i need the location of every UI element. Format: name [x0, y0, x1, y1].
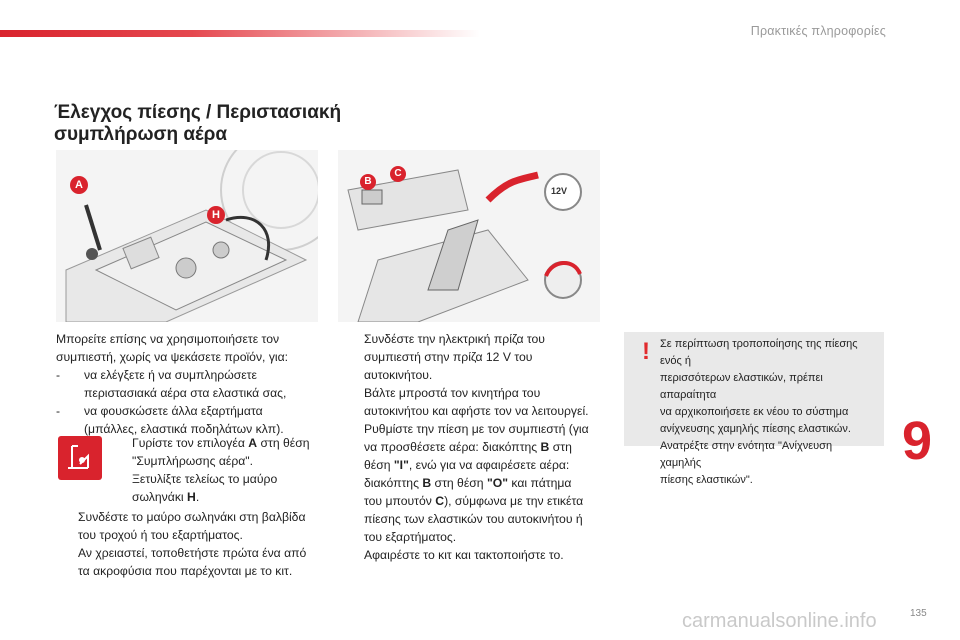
- switch-illustration: [338, 150, 600, 322]
- warning-line: περισσότερων ελαστικών, πρέπει απαραίτητα: [660, 372, 823, 401]
- step-text-bold: A: [248, 436, 258, 450]
- warning-text: [660, 336, 876, 489]
- page-title: [54, 102, 354, 146]
- step-text: Αφαιρέστε το κιτ και τακτοποιήστε το.: [364, 548, 564, 562]
- bullet-icon: [110, 470, 132, 506]
- step-text: Ξετυλίξτε τελείως το μαύρο: [132, 472, 278, 486]
- bullet-icon: [342, 420, 364, 546]
- callout-h: H: [207, 206, 225, 224]
- step-item: [110, 470, 324, 506]
- step-item: [342, 420, 604, 546]
- step-text: θέση: [364, 458, 394, 472]
- step-text: στη θέση: [431, 476, 487, 490]
- step-text: Βάλτε μπροστά τον κινητήρα του: [364, 386, 541, 400]
- step-text: Συνδέστε το μαύρο σωληνάκι στη βαλβίδα: [78, 510, 306, 524]
- step-text-bold: H: [187, 490, 196, 504]
- step-text: διακόπτης: [364, 476, 423, 490]
- socket-12v-label: 12V: [551, 186, 568, 196]
- title-line-2: συμπλήρωση αέρα: [54, 124, 228, 145]
- compressor-illustration: [56, 150, 318, 322]
- warning-line: Σε περίπτωση τροποποίησης της πίεσης ενός ή: [660, 338, 858, 367]
- warning-line: πίεσης ελαστικών".: [660, 474, 753, 486]
- use-item-text: να ελέγξετε ή να συμπληρώσετε: [84, 368, 257, 382]
- steps-selector: [110, 434, 324, 506]
- warning-line: Ανατρέξτε στην ενότητα "Ανίχνευση χαμηλής: [660, 440, 833, 469]
- step-text: και πάτημα: [508, 476, 572, 490]
- step-text: του εξαρτήματος.: [364, 530, 457, 544]
- step-text-bold: B: [422, 476, 432, 490]
- dash-marker: -: [56, 404, 61, 418]
- step-text: τα ακροφύσια που παρέχονται με το κιτ.: [78, 564, 293, 578]
- step-text: Αν χρειαστεί, τοποθετήστε πρώτα ένα από: [78, 546, 307, 560]
- bullet-icon: [342, 546, 364, 564]
- step-text: πίεσης των ελαστικών του αυτοκινήτου ή: [364, 512, 583, 526]
- step-text: σωληνάκι: [132, 490, 188, 504]
- warning-icon: !: [642, 338, 650, 365]
- title-line-1: Έλεγχος πίεσης / Περιστασιακή: [54, 102, 342, 123]
- dash-marker: -: [56, 368, 61, 382]
- step-text: στη: [549, 440, 572, 454]
- compressor-icon: [58, 436, 102, 480]
- section-title: Πρακτικές πληροφορίες: [750, 24, 886, 38]
- switch-figure: [338, 150, 600, 322]
- chapter-number: 9: [902, 411, 933, 471]
- step-text: αυτοκινήτου.: [364, 368, 433, 382]
- step-text-bold: B: [540, 440, 550, 454]
- step-connect-hose: [56, 508, 326, 580]
- warning-line: να αρχικοποιήσετε εκ νέου το σύστημα: [660, 406, 849, 418]
- step-item: [342, 384, 604, 420]
- step-text: Συνδέστε την ηλεκτρική πρίζα του: [364, 332, 545, 346]
- use-item: [56, 402, 326, 438]
- warning-box: [624, 332, 884, 486]
- watermark: carmanualsonline.info: [682, 610, 877, 632]
- intro-line: συμπιεστή, χωρίς να ψεκάσετε προϊόν, για:: [56, 350, 289, 364]
- callout-a: A: [70, 176, 88, 194]
- step-item: [56, 508, 326, 580]
- step-text: συμπιεστή στην πρίζα 12 V του: [364, 350, 533, 364]
- bullet-icon: [56, 508, 78, 580]
- step-text: να προσθέσετε αέρα: διακόπτης: [364, 440, 541, 454]
- use-item-text: περιστασιακά αέρα στα ελαστικά σας,: [84, 386, 287, 400]
- steps-column-2: [342, 330, 604, 564]
- step-text: Γυρίστε τον επιλογέα: [132, 436, 249, 450]
- page-number: 135: [910, 608, 927, 619]
- step-item: [110, 434, 324, 470]
- step-text: .: [195, 490, 200, 504]
- bullet-icon: [342, 330, 364, 384]
- callout-c: C: [390, 166, 406, 182]
- intro-paragraph: [56, 330, 326, 438]
- step-text: ), σύμφωνα με την ετικέτα: [444, 494, 584, 508]
- step-text: Ρυθμίστε την πίεση με τον συμπιεστή (για: [364, 422, 589, 436]
- step-text: του τροχού ή του εξαρτήματος.: [78, 528, 243, 542]
- step-text-bold: "O": [486, 476, 509, 490]
- step-item: [342, 546, 604, 564]
- use-item-text: (μπάλλες, ελαστικά ποδηλάτων κλπ).: [84, 422, 284, 436]
- step-text: "Συμπλήρωσης αέρα".: [132, 454, 254, 468]
- callout-b: B: [360, 174, 376, 190]
- intro-line: Μπορείτε επίσης να χρησιμοποιήσετε τον: [56, 332, 280, 346]
- step-text-bold: C: [435, 494, 445, 508]
- use-item: [56, 366, 326, 402]
- compressor-figure: [56, 150, 318, 322]
- step-text: στη θέση: [257, 436, 310, 450]
- warning-line: ανίχνευσης χαμηλής πίεσης ελαστικών.: [660, 423, 851, 435]
- step-text: του μπουτόν: [364, 494, 436, 508]
- step-text: , ενώ για να αφαιρέσετε αέρα:: [408, 458, 570, 472]
- use-item-text: να φουσκώσετε άλλα εξαρτήματα: [84, 404, 263, 418]
- bullet-icon: [342, 384, 364, 420]
- header-accent-bar: [0, 30, 480, 37]
- step-item: [342, 330, 604, 384]
- bullet-icon: [110, 434, 132, 470]
- step-text-bold: "I": [393, 458, 409, 472]
- step-text: αυτοκινήτου και αφήστε τον να λειτουργεί.: [364, 404, 589, 418]
